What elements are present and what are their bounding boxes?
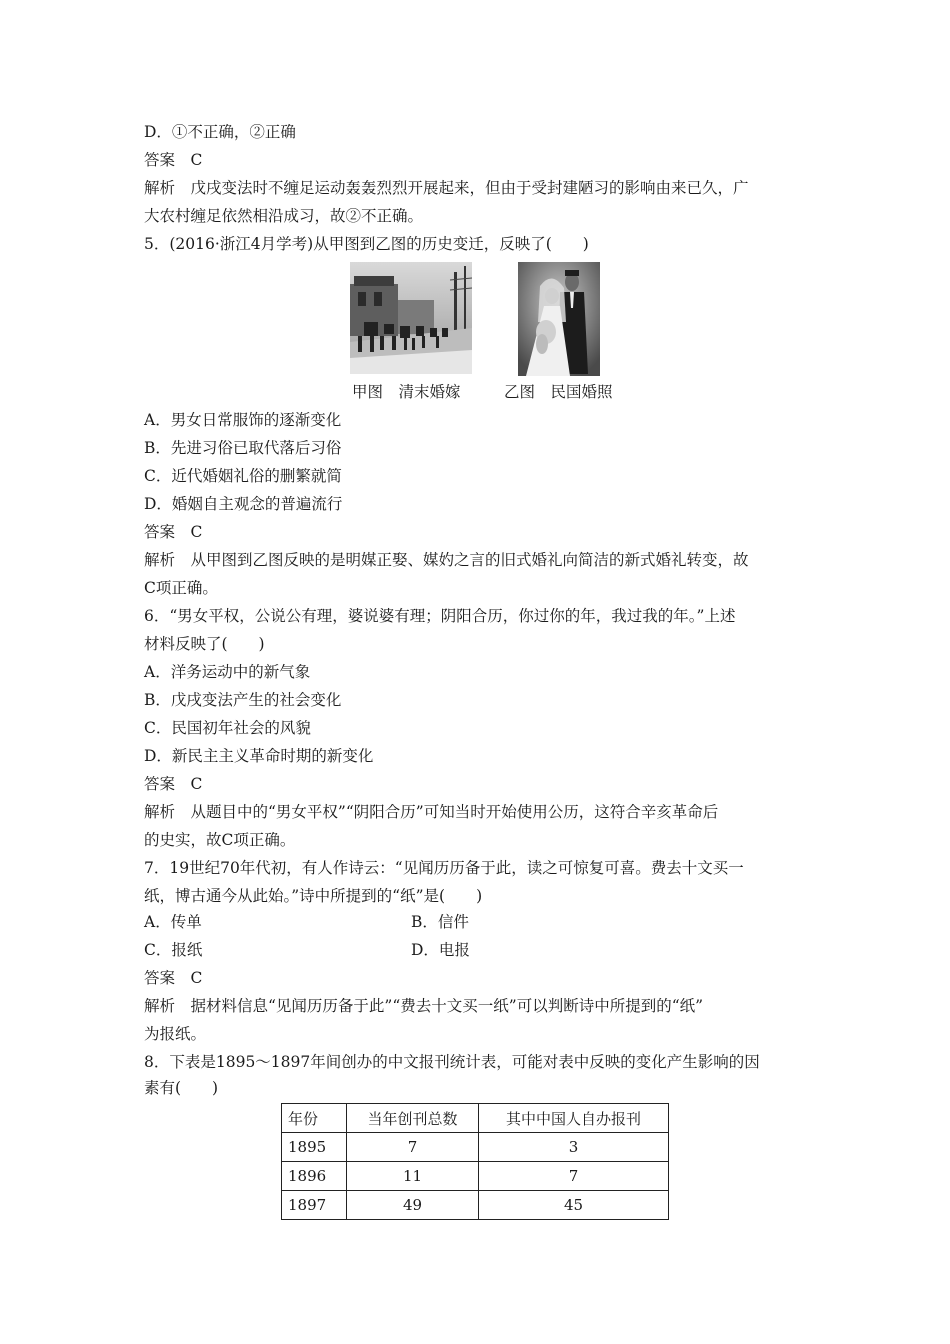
option-a-q7: A．传单 bbox=[144, 913, 202, 931]
analysis-q5-line1: 解析 从甲图到乙图反映的是明媒正娶、媒妁之言的旧式婚礼向简洁的新式婚礼转变，故 bbox=[144, 551, 749, 569]
table-row bbox=[282, 1162, 669, 1191]
table-cell: 1897 bbox=[282, 1191, 347, 1220]
analysis-q7-line1: 解析 据材料信息“见闻历历备于此”“费去十文买一纸”可以判断诗中所提到的“纸” bbox=[144, 997, 704, 1015]
answer-q4: 答案 C bbox=[144, 151, 203, 169]
table-cell: 49 bbox=[347, 1191, 479, 1220]
table-cell: 11 bbox=[347, 1162, 479, 1191]
table-row bbox=[282, 1191, 669, 1220]
question-8-line1: 8．下表是1895～1897年间创办的中文报刊统计表，可能对表中反映的变化产生影响的因 bbox=[144, 1053, 760, 1071]
question-6-line2: 材料反映了( ) bbox=[144, 635, 265, 653]
republic-wedding-photo bbox=[518, 262, 600, 376]
analysis-q6-line2: 的史实，故C项正确。 bbox=[144, 831, 296, 849]
newspaper-stats-table bbox=[281, 1103, 669, 1220]
option-a-q6: A．洋务运动中的新气象 bbox=[144, 663, 311, 681]
option-c-q5: C．近代婚姻礼俗的删繁就简 bbox=[144, 467, 342, 485]
analysis-q6-line1: 解析 从题目中的“男女平权”“阴阳合历”可知当时开始使用公历，这符合辛亥革命后 bbox=[144, 803, 719, 821]
table-header-chinese-run: 其中中国人自办报刊 bbox=[479, 1104, 669, 1133]
table-cell: 1895 bbox=[282, 1133, 347, 1162]
analysis-q7-line2: 为报纸。 bbox=[144, 1025, 207, 1043]
table-cell: 7 bbox=[347, 1133, 479, 1162]
option-b-q5: B．先进习俗已取代落后习俗 bbox=[144, 439, 342, 457]
option-c-q7: C．报纸 bbox=[144, 941, 203, 959]
table-header-row bbox=[282, 1104, 669, 1133]
answer-q5: 答案 C bbox=[144, 523, 203, 541]
republic-wedding-image bbox=[518, 262, 600, 376]
question-6-line1: 6．“男女平权，公说公有理，婆说婆有理；阴阳合历，你过你的年，我过我的年。”上述 bbox=[144, 607, 736, 625]
table-cell: 7 bbox=[479, 1162, 669, 1191]
option-d-q7: D．电报 bbox=[411, 941, 470, 959]
table-header-year: 年份 bbox=[282, 1104, 347, 1133]
option-b-q6: B．戊戌变法产生的社会变化 bbox=[144, 691, 342, 709]
table-row bbox=[282, 1133, 669, 1162]
figure-caption-left: 甲图 清末婚嫁 bbox=[352, 383, 461, 401]
question-7-line1: 7．19世纪70年代初，有人作诗云：“见闻历历备于此，读之可惊复可喜。费去十文买一 bbox=[144, 859, 744, 877]
option-d-q6: D．新民主主义革命时期的新变化 bbox=[144, 747, 374, 765]
option-a-q5: A．男女日常服饰的逐渐变化 bbox=[144, 411, 342, 429]
analysis-q4-line2: 大农村缠足依然相沿成习，故②不正确。 bbox=[144, 207, 424, 225]
qing-wedding-photo bbox=[350, 262, 472, 374]
option-d-q4: D．①不正确，②正确 bbox=[144, 123, 296, 141]
question-5: 5．(2016·浙江4月学考)从甲图到乙图的历史变迁，反映了( ) bbox=[144, 235, 589, 253]
question-8-line2: 素有( ) bbox=[144, 1079, 219, 1097]
answer-q7: 答案 C bbox=[144, 969, 203, 987]
analysis-q5-line2: C项正确。 bbox=[144, 579, 218, 597]
table-cell: 45 bbox=[479, 1191, 669, 1220]
table-header-total: 当年创刊总数 bbox=[347, 1104, 479, 1133]
figure-caption-right: 乙图 民国婚照 bbox=[504, 383, 613, 401]
question-7-line2: 纸，博古通今从此始。”诗中所提到的“纸”是( ) bbox=[144, 887, 483, 905]
qing-wedding-image bbox=[350, 262, 472, 374]
option-c-q6: C．民国初年社会的风貌 bbox=[144, 719, 311, 737]
table-cell: 1896 bbox=[282, 1162, 347, 1191]
option-b-q7: B．信件 bbox=[411, 913, 469, 931]
analysis-q4-line1: 解析 戊戌变法时不缠足运动轰轰烈烈开展起来，但由于受封建陋习的影响由来已久，广 bbox=[144, 179, 749, 197]
answer-q6: 答案 C bbox=[144, 775, 203, 793]
table-cell: 3 bbox=[479, 1133, 669, 1162]
option-d-q5: D．婚姻自主观念的普遍流行 bbox=[144, 495, 343, 513]
